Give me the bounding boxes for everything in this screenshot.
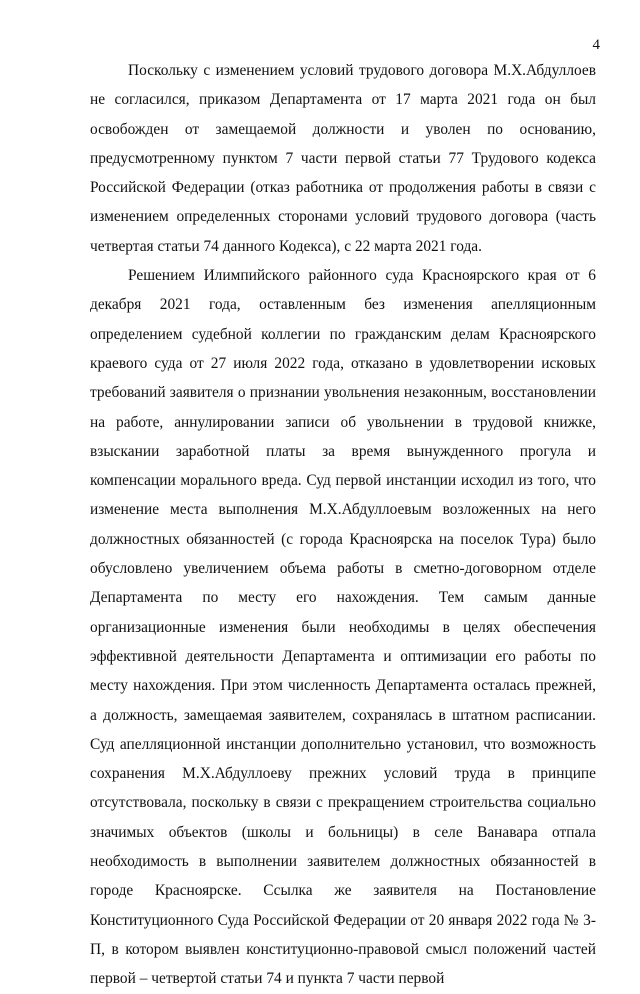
paragraph-dismissal: Поскольку с изменением условий трудового договора М.Х.Абдуллоев не согласился, приказом Департамента от 17 марта 2021 года он был освобожден от замещаемой должности и уволен по основанию, предусмотренному пунктом 7 части первой статьи 77 Трудового кодекса Российской Федерации (отказ работника от продолжения работы в связи с изменением определенных сторонами условий трудового договора (часть четвертая статьи 74 данного Кодекса), с 22 марта 2021 года. bbox=[90, 62, 596, 255]
document-body bbox=[90, 56, 596, 994]
page-number: 4 bbox=[592, 37, 600, 53]
paragraph-court-decision: Решением Илимпийского районного суда Красноярского края от 6 декабря 2021 года, оставленным без изменения апелляционным определением судебной коллегии по гражданским делам Красноярского краевого суда от 27 июля 2022 года, отказано в удовлетворении исковых требований заявителя о признании увольнения незаконным, восстановлении на работе, аннулировании записи об увольнении в трудовой книжке, взыскании заработной платы за время вынужденного прогула и компенсации морального вреда. Суд первой инстанции исходил из того, что изменение места выполнения М.Х.Абдуллоевым возложенных на него должностных обязанностей (с города Красноярска на поселок Тура) было обусловлено увеличением объема работы в сметно-договорном отделе Департамента по месту его нахождения. Тем самым данные организационные изменения были необходимы в целях обеспечения эффективной деятельности Департамента и оптимизации его работы по месту нахождения. При этом численность Департамента осталась прежней, а должность, замещаемая заявителем, сохранялась в штатном расписании. Суд апелляционной инстанции дополнительно установил, что возможность сохранения М.Х.Абдуллоеву прежних условий труда в принципе отсутствовала, поскольку в связи с прекращением строительства социально значимых объектов (школы и больницы) в селе Ванавара отпала необходимость в выполнении заявителем должностных обязанностей в городе Красноярске. Ссылка же заявителя на Постановление Конституционного Суда Российской Федерации от 20 января 2022 года № 3-П, в котором выявлен конституционно-правовой смысл положений частей первой – четвертой статьи 74 и пункта 7 части первой bbox=[90, 267, 596, 988]
